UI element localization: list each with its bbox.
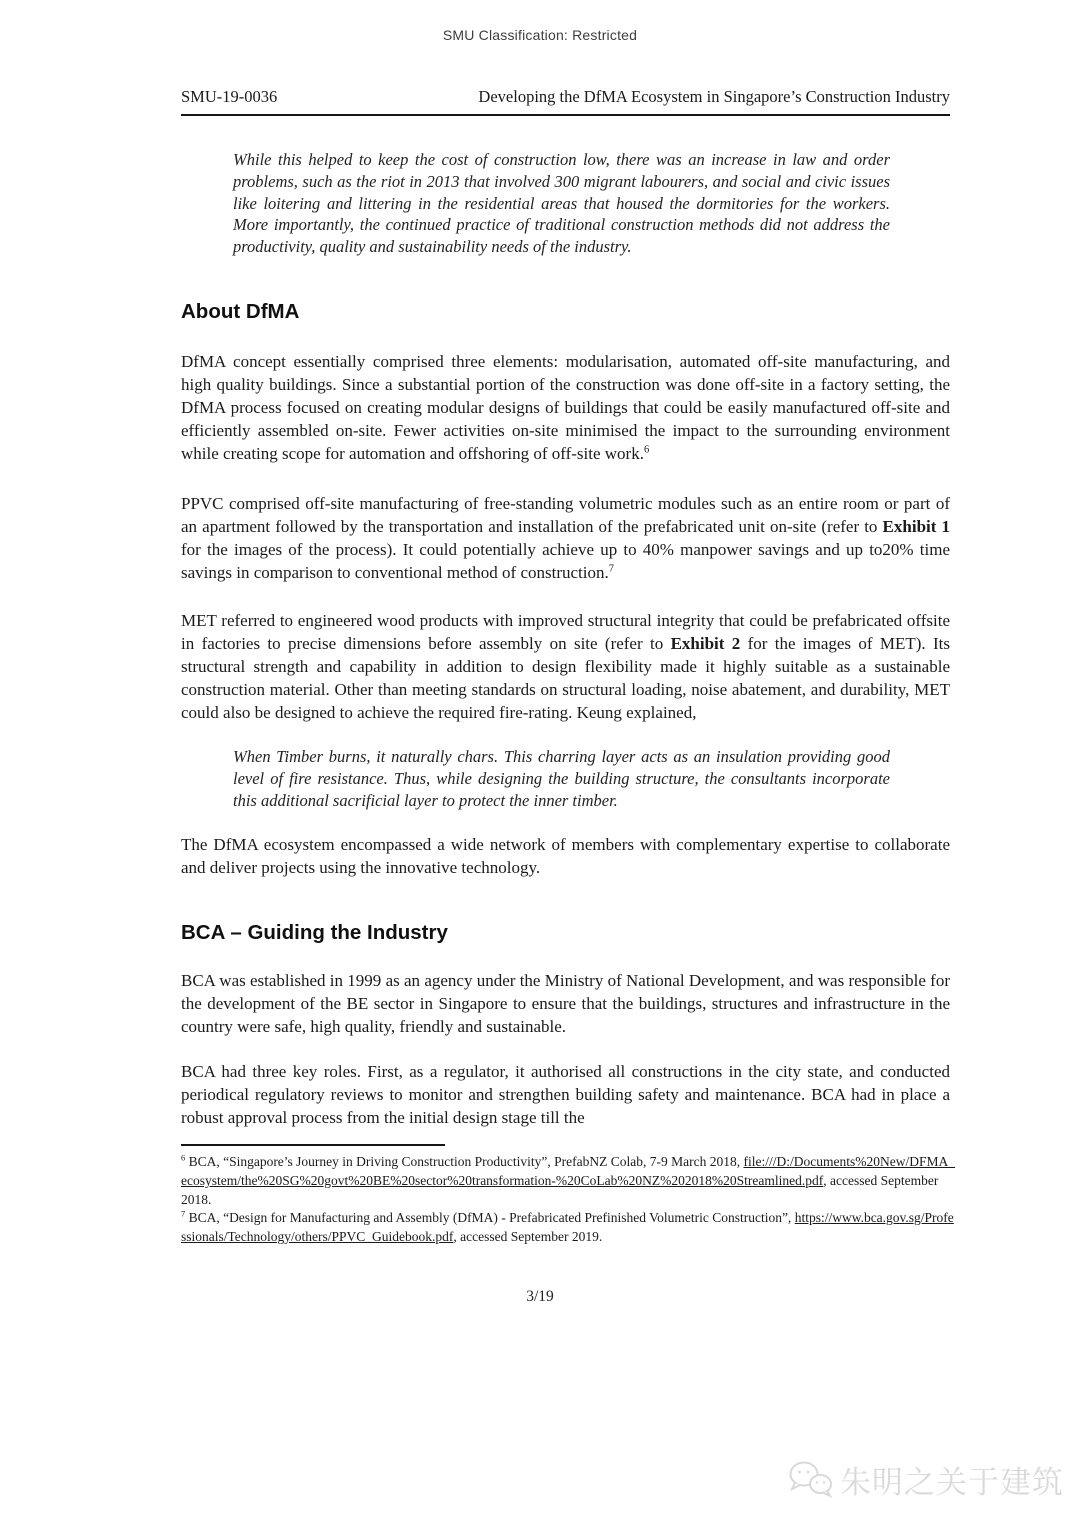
section-heading-bca: BCA – Guiding the Industry: [181, 921, 448, 945]
header-rule: [181, 114, 950, 116]
wechat-icon: [787, 1460, 835, 1500]
paragraph-bca-roles: BCA had three key roles. First, as a regulator, it authorised all constructions in the city state, and conducted periodical regulatory reviews to monitor and strengthen building safety and maintenance. BCA had in place a robust approval process from the initial design stage till the: [181, 1062, 950, 1128]
doc-id: SMU-19-0036: [181, 87, 278, 106]
footnote-link[interactable]: file:///D:/Documents%20New/DFMA_ecosystem/the%20SG%20govt%20BE%20sector%20transformation-%20CoLab%20NZ%202018%20Streamlined.pdf: [181, 1154, 955, 1188]
paragraph-ppvc: PPVC comprised off-site manufacturing of free-standing volumetric modules such as an entire room or part of an apartment followed by the transportation and installation of the prefabricated unit on-site (refer to Exhibit 1 for the images of the process). It could potentially achieve up to 40% manpower savings and up to20% time savings in comparison to conventional method of construction.$^7$: [181, 493, 951, 582]
paragraph-dfma-concept: DfMA concept essentially comprised three elements: modularisation, automated off-site manufacturing, and high quality buildings. Since a substantial portion of the construction was done off-site in a factory setting, the DfMA process focused on creating modular designs of buildings that could be easily manufactured off-site and efficiently assembled on-site. Fewer activities on-site minimised the impact to the surrounding environment while creating scope for automation and offshoring of off-site work.$^6$: [181, 351, 950, 463]
quote-timber-charring: When Timber burns, it naturally chars. This charring layer acts as an insulation providing good level of fire resistance. Thus, while designing the building structure, the consultants incorporate this additional sacrificial layer to protect the inner timber.: [233, 746, 890, 810]
page-number: 3/19: [526, 1288, 554, 1306]
watermark: [787, 1457, 1064, 1502]
opening-quote: While this helped to keep the cost of construction low, there was an increase in law and order problems, such as the riot in 2013 that involved 300 migrant labourers, and social and civic issues like loitering and littering in the residential areas that housed the dormitories for the workers. More importantly, the continued practice of traditional construction methods did not address the productivity, quality and sustainability needs of the industry.: [233, 150, 890, 257]
section-heading-about-dfma: About DfMA: [181, 299, 300, 323]
paragraph-bca-established: BCA was established in 1999 as an agency under the Ministry of National Development, and was responsible for the development of the BE sector in Singapore to ensure that the buildings, structures and infrastructure in the country were safe, high quality, friendly and sustainable.: [181, 971, 950, 1037]
footnote-separator: [181, 1144, 445, 1146]
footnote-6: $^6$ BCA, “Singapore’s Journey in Driving Construction Productivity”, PrefabNZ Colab, 7-9 March 2018, file:///D:/Documents%20New/DFMA_ecosystem/the%20SG%20govt%20BE%20sector%20transformation-%20CoLab%20NZ%202018%20Streamlined.pdf, accessed September 2018.: [181, 1153, 955, 1207]
page-header: [181, 87, 950, 107]
footnote-link[interactable]: https://www.bca.gov.sg/Professionals/Technology/others/PPVC_Guidebook.pdf: [181, 1210, 954, 1244]
classification-banner: SMU Classification: Restricted: [442, 27, 638, 43]
doc-title: Developing the DfMA Ecosystem in Singapore’s Construction Industry: [478, 87, 950, 106]
footnote-7: $^7$ BCA, “Design for Manufacturing and Assembly (DfMA) - Prefabricated Prefinished Volumetric Construction”, https://www.bca.gov.sg/Professionals/Technology/others/PPVC_Guidebook.pdf, accessed September 2019.: [181, 1209, 954, 1244]
watermark-text: 朱明之关于建筑: [840, 1465, 1064, 1500]
paragraph-dfma-ecosystem: The DfMA ecosystem encompassed a wide network of members with complementary expertise to collaborate and deliver projects using the innovative technology.: [181, 835, 950, 878]
paragraph-met: MET referred to engineered wood products with improved structural integrity that could be prefabricated offsite in factories to precise dimensions before assembly on site (refer to Exhibit 2 for the images of MET). Its structural strength and capability in addition to design flexibility made it highly suitable as a sustainable construction material. Other than meeting standards on structural loading, noise abatement, and durability, MET could also be designed to achieve the required fire-rating. Keung explained,: [181, 610, 951, 722]
